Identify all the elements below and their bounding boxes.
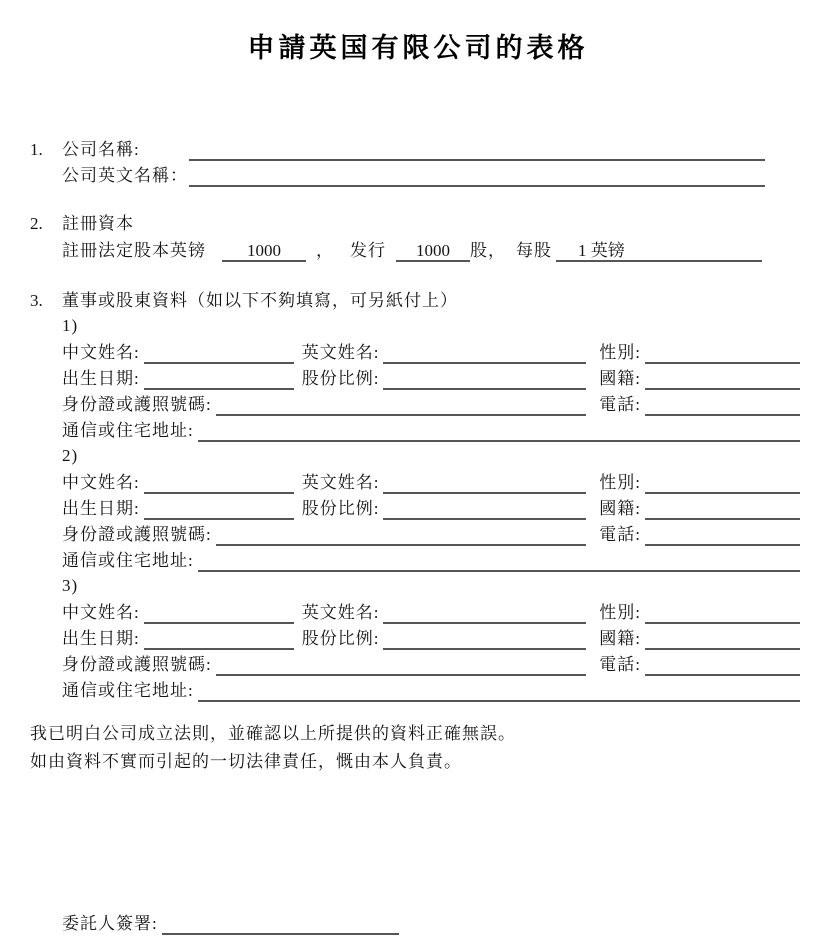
id-passport-label: 身份證或護照號碼:	[62, 395, 212, 414]
company-name-en-row	[30, 161, 765, 187]
entry3-birth-date-blank[interactable]	[144, 628, 294, 650]
birth-date-label: 出生日期:	[62, 499, 140, 518]
director-entry-3	[30, 572, 836, 702]
entry2-share-ratio-blank[interactable]	[383, 498, 586, 520]
declaration-line-2: 如由資料不實而引起的一切法律責任，慨由本人負責。	[30, 752, 462, 771]
entry3-id-passport-blank[interactable]	[216, 654, 587, 676]
entry1-phone-blank[interactable]	[645, 394, 800, 416]
gender-label: 性別:	[599, 343, 641, 362]
director-entry-1	[30, 312, 836, 442]
chinese-name-label: 中文姓名:	[62, 603, 140, 622]
entry1-id-passport-blank[interactable]	[216, 394, 587, 416]
company-name-en-blank[interactable]	[189, 165, 765, 187]
entry2-gender-blank[interactable]	[645, 472, 800, 494]
declaration-line-1: 我已明白公司成立法則，並確認以上所提供的資料正確無誤。	[30, 724, 516, 743]
chinese-name-label: 中文姓名:	[62, 343, 140, 362]
company-name-en-label: 公司英文名稱：	[62, 166, 188, 185]
entry1-name-row	[62, 338, 836, 364]
id-passport-label: 身份證或護照號碼:	[62, 655, 212, 674]
phone-label: 電話:	[599, 525, 641, 544]
phone-label: 電話:	[599, 395, 641, 414]
address-label: 通信或住宅地址:	[62, 681, 194, 700]
entry3-name-row	[62, 598, 836, 624]
phone-label: 電話:	[599, 655, 641, 674]
entry2-nationality-blank[interactable]	[645, 498, 800, 520]
shares-suffix-label: 股，	[470, 241, 506, 260]
directors-heading: 董事或股東資料（如以下不夠填寫，可另紙付上）	[62, 291, 458, 310]
entry2-phone-blank[interactable]	[645, 524, 800, 546]
entry3-address-blank[interactable]	[198, 680, 800, 702]
birth-date-label: 出生日期:	[62, 629, 140, 648]
nationality-label: 國籍:	[599, 499, 641, 518]
entry1-birth-row	[62, 364, 836, 390]
signature-blank[interactable]	[162, 913, 399, 935]
address-label: 通信或住宅地址:	[62, 421, 194, 440]
entry2-address-row	[62, 546, 836, 572]
entry3-address-row	[62, 676, 836, 702]
entry2-birth-date-blank[interactable]	[144, 498, 294, 520]
registered-capital-heading: 註冊資本	[62, 214, 134, 233]
share-ratio-label: 股份比例:	[301, 499, 380, 518]
entry2-name-row	[62, 468, 836, 494]
entry3-share-ratio-blank[interactable]	[383, 628, 586, 650]
director-entry-2	[30, 442, 836, 572]
gender-label: 性別:	[599, 473, 641, 492]
share-ratio-label: 股份比例:	[301, 369, 380, 388]
entry2-index: 2)	[62, 446, 79, 465]
entry2-id-passport-blank[interactable]	[216, 524, 587, 546]
authorized-capital-blank[interactable]: 1000	[222, 240, 306, 262]
section3-number: 3.	[30, 291, 43, 310]
signature-row	[0, 908, 836, 935]
per-share-label: 每股	[516, 241, 552, 260]
entry1-nationality-blank[interactable]	[645, 368, 800, 390]
english-name-label: 英文姓名:	[301, 603, 380, 622]
entry1-address-row	[62, 416, 836, 442]
entry1-address-blank[interactable]	[198, 420, 800, 442]
entry2-birth-row	[62, 494, 836, 520]
entry2-chinese-name-blank[interactable]	[144, 472, 294, 494]
entry3-nationality-blank[interactable]	[645, 628, 800, 650]
address-label: 通信或住宅地址:	[62, 551, 194, 570]
entry3-gender-blank[interactable]	[645, 602, 800, 624]
capital-detail-row	[30, 236, 836, 262]
section-directors	[0, 286, 836, 702]
nationality-label: 國籍:	[599, 369, 641, 388]
entry3-phone-blank[interactable]	[645, 654, 800, 676]
company-name-label: 公司名稱:	[62, 140, 140, 159]
section2-number: 2.	[30, 214, 43, 233]
id-passport-label: 身份證或護照號碼:	[62, 525, 212, 544]
section-company-name	[0, 135, 836, 187]
english-name-label: 英文姓名:	[301, 473, 380, 492]
issue-label: 发行	[350, 241, 386, 260]
entry1-share-ratio-blank[interactable]	[383, 368, 586, 390]
gender-label: 性別:	[599, 603, 641, 622]
entry1-gender-blank[interactable]	[645, 342, 800, 364]
issued-shares-blank[interactable]: 1000	[396, 240, 470, 262]
company-name-row	[30, 135, 765, 161]
section1-number: 1.	[30, 140, 43, 159]
share-ratio-label: 股份比例:	[301, 629, 380, 648]
declaration	[0, 720, 836, 776]
signature-label: 委託人簽署:	[62, 914, 158, 933]
entry3-english-name-blank[interactable]	[383, 602, 586, 624]
entry3-id-row	[62, 650, 836, 676]
section-registered-capital	[0, 209, 836, 262]
directors-heading-row	[30, 286, 836, 312]
entry2-id-row	[62, 520, 836, 546]
entry1-chinese-name-blank[interactable]	[144, 342, 294, 364]
birth-date-label: 出生日期:	[62, 369, 140, 388]
capital-comma: ，	[316, 241, 334, 260]
entry1-birth-date-blank[interactable]	[144, 368, 294, 390]
entry2-address-blank[interactable]	[198, 550, 800, 572]
per-share-value-blank[interactable]: 1 英镑	[556, 240, 762, 262]
entry3-chinese-name-blank[interactable]	[144, 602, 294, 624]
entry3-birth-row	[62, 624, 836, 650]
capital-prefix-label: 註冊法定股本英镑	[62, 241, 206, 260]
nationality-label: 國籍:	[599, 629, 641, 648]
entry3-index: 3)	[62, 576, 79, 595]
company-name-blank[interactable]	[189, 139, 765, 161]
entry1-english-name-blank[interactable]	[383, 342, 586, 364]
page-title: 申請英国有限公司的表格	[247, 33, 589, 63]
chinese-name-label: 中文姓名:	[62, 473, 140, 492]
registered-capital-heading-row	[30, 209, 836, 235]
entry1-id-row	[62, 390, 836, 416]
entry2-english-name-blank[interactable]	[383, 472, 586, 494]
english-name-label: 英文姓名:	[301, 343, 380, 362]
entry1-index: 1)	[62, 316, 79, 335]
